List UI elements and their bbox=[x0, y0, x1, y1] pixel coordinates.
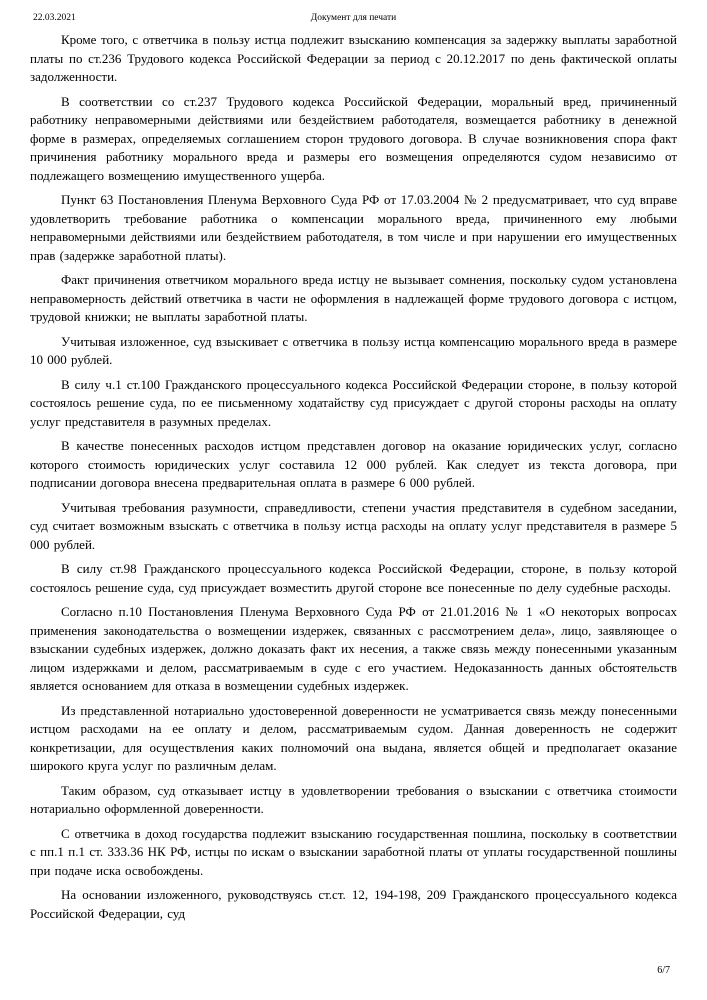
paragraph: На основании изложенного, руководствуясь ст.ст. 12, 194-198, 209 Гражданского процессуального кодекса Российской Федерации, суд bbox=[30, 887, 677, 921]
page-number: 6/7 bbox=[657, 965, 670, 976]
header-date: 22.03.2021 bbox=[33, 13, 76, 23]
paragraph: Таким образом, суд отказывает истцу в удовлетворении требования о взыскании с ответчика стоимости нотариально оформленной доверенности. bbox=[30, 782, 677, 816]
paragraph: Факт причинения ответчиком морального вреда истцу не вызывает сомнения, поскольку судом установлена неправомерность действий ответчика в части не оформления в надлежащей форме трудового договора с истцом, трудовой книжки; не выплаты заработной платы. bbox=[30, 272, 677, 324]
paragraph: Учитывая требования разумности, справедливости, степени участия представителя в судебном заседании, суд считает возможным взыскать с ответчика в пользу истца расходы на оплату услуг представителя в размере 5 000 рублей. bbox=[30, 499, 677, 552]
paragraph: Из представленной нотариально удостоверенной доверенности не усматривается связь между понесенными истцом расходами на ее оплату и делом, рассматриваемым судом. Данная доверенность не содержит конкретизации, для осуществления каких полномочий она выдана, является общей и предполагает оказание широкого круга услуг по различным делам. bbox=[30, 702, 677, 773]
paragraph: В силу ст.98 Гражданского процессуального кодекса Российской Федерации, стороне, в пользу которой состоялось решение суда, суд присуждает возместить другой стороне все понесенные по делу судебные расходы. bbox=[30, 561, 677, 595]
paragraph: Пункт 63 Постановления Пленума Верховного Суда РФ от 17.03.2004 № 2 предусматривает, что суд вправе удовлетворить требование работника о компенсации морального вреда, причиненного ему любыми неправомерными действиями или бездействием работодателя, в том числе и при нарушении его имущественных прав (задержке заработной платы). bbox=[30, 192, 677, 263]
paragraph: В соответствии со ст.237 Трудового кодекса Российской Федерации, моральный вред, причиненный работнику неправомерными действиями или бездействием работодателя, возмещается работнику в денежной форме в размерах, определяемых соглашением сторон трудового договора. В случае возникновения спора факт причинения работнику морального вреда и размеры его возмещения определяются судом независимо от подлежащего возмещению имущественного ущерба. bbox=[30, 93, 677, 183]
paragraph: Согласно п.10 Постановления Пленума Верховного Суда РФ от 21.01.2016 № 1 «О некоторых вопросах применения законодательства о возмещении издержек, связанных с рассмотрением дела», лицо, заявляющее о взыскании судебных издержек, должно доказать факт их несения, а также связь между понесенными указанным лицом издержками и делом, рассматриваемым в суде с его участием. Недоказанность данных обстоятельств является основанием для отказа в возмещении судебных издержек. bbox=[30, 604, 677, 693]
paragraph: Кроме того, с ответчика в пользу истца подлежит взысканию компенсация за задержку выплаты заработной платы по ст.236 Трудового кодекса Российской Федерации за период с 20.12.2017 по день фактической оплаты задолженности. bbox=[30, 32, 677, 84]
document-body bbox=[30, 31, 677, 929]
paragraph: В качестве понесенных расходов истцом представлен договор на оказание юридических услуг, согласно которого стоимость юридических услуг составила 12 000 рублей. Как следует из текста договора, при подписании договора внесена предварительная оплата в размере 6 000 рублей. bbox=[30, 438, 677, 490]
paragraph: Учитывая изложенное, суд взыскивает с ответчика в пользу истца компенсацию морального вреда в размере 10 000 рублей. bbox=[30, 333, 677, 367]
header-title: Документ для печати bbox=[310, 13, 397, 23]
paragraph: В силу ч.1 ст.100 Гражданского процессуального кодекса Российской Федерации стороне, в пользу которой состоялось решение суда, по ее письменному ходатайству суд присуждает с другой стороны расходы на оплату услуг представителя в разумных пределах. bbox=[30, 376, 677, 429]
paragraph: С ответчика в доход государства подлежит взысканию государственная пошлина, поскольку в соответствии с пп.1 п.1 ст. 333.36 НК РФ, истцы по искам о взыскании заработной платы от уплаты государственной пошлины при подаче иска освобождены. bbox=[30, 825, 677, 878]
print-header bbox=[0, 13, 707, 27]
